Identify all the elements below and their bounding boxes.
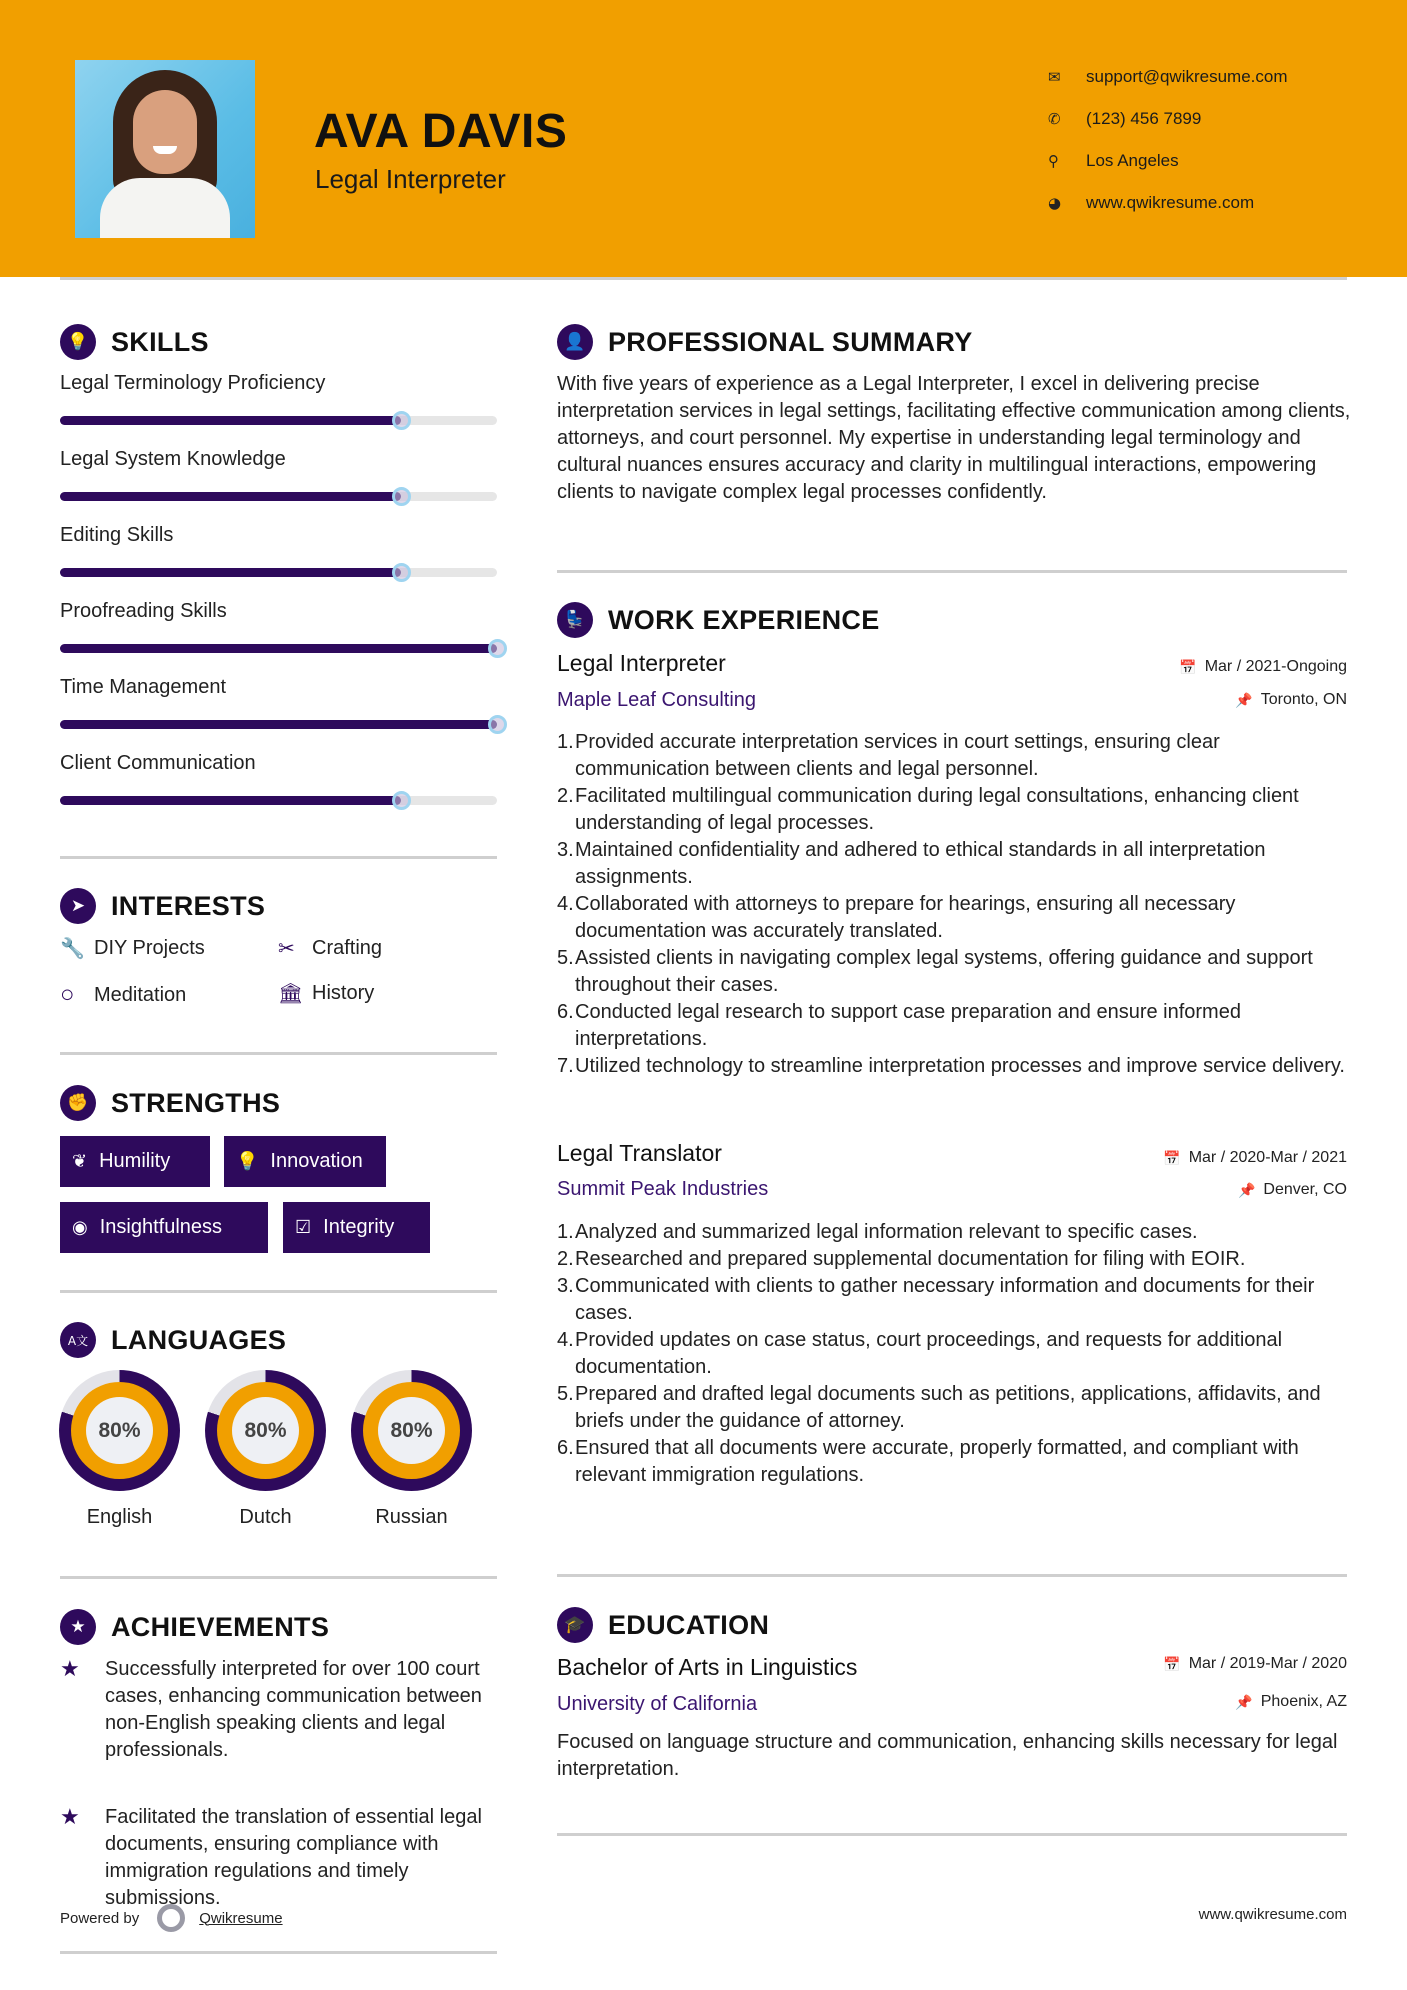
summary-title: PROFESSIONAL SUMMARY: [608, 326, 973, 357]
summary-text: With five years of experience as a Legal Interpreter, I excel in delivering precise interpretation services in legal settings, facilitating effective communication among clients, attorneys, and court personnel. My expertise in understanding legal terminology and cultural nuances ensures accuracy and clarity in multilingual interactions, empowering clients to navigate complex legal processes confidently.: [557, 373, 1351, 503]
interests-heading: [60, 888, 265, 924]
job-bullet: 6. Ensured that all documents were accurate, properly formatted, and compliant with relevant immigration regulations.: [557, 1437, 1299, 1486]
contact-list: [1048, 56, 1288, 224]
calendar-icon: 📅: [1163, 1655, 1181, 1672]
section-divider: [60, 1290, 497, 1293]
interest-item: 🔧 DIY Projects: [60, 937, 205, 960]
strengths-heading: [60, 1085, 280, 1121]
job-bullet: 5. Assisted clients in navigating complex legal systems, offering guidance and support throughout their cases.: [557, 947, 1313, 996]
languages-title: LANGUAGES: [111, 1324, 287, 1355]
achievements-title: ACHIEVEMENTS: [111, 1611, 330, 1642]
job-title: Legal Translator: [557, 1140, 722, 1166]
contact-email[interactable]: [1048, 56, 1288, 98]
skill-label: Legal Terminology Proficiency: [60, 372, 326, 394]
checkbox-icon: ☑: [295, 1217, 312, 1237]
calendar-icon: 📅: [1163, 1149, 1181, 1166]
user-icon: 👤: [557, 324, 593, 360]
achievement-item: ★ Successfully interpreted for over 100 court cases, enhancing communication between non-English speaking clients and legal professionals.: [60, 1656, 505, 1764]
skill-knob: [392, 487, 411, 506]
language-ring: 80%: [351, 1370, 472, 1491]
job-bullet: 2. Facilitated multilingual communication during legal consultations, enhancing client understanding of legal processes.: [557, 785, 1299, 834]
job-bullet: 1. Provided accurate interpretation services in court settings, ensuring clear communication between clients and legal personnel.: [557, 731, 1220, 780]
contact-email-text: support@qwikresume.com: [1086, 67, 1288, 86]
footer-website-link[interactable]: www.qwikresume.com: [1198, 1906, 1347, 1923]
strength-chip: 💡 Innovation: [224, 1136, 386, 1187]
skills-title: SKILLS: [111, 326, 209, 357]
achievement-item: ★ Facilitated the translation of essential legal documents, ensuring compliance with immigration regulations and timely submissions.: [60, 1804, 505, 1912]
leaf-icon: ❦: [72, 1151, 88, 1171]
degree-title: Bachelor of Arts in Linguistics: [557, 1654, 858, 1680]
section-divider: [60, 1576, 497, 1579]
qwikresume-logo-icon: [157, 1904, 185, 1932]
skill-bar: [60, 492, 497, 501]
scissors-icon: ✂: [278, 938, 295, 960]
contact-website-text: www.qwikresume.com: [1086, 193, 1255, 212]
job-bullet: 1. Analyzed and summarized legal information relevant to specific cases.: [557, 1221, 1198, 1243]
skill-bar: [60, 796, 497, 805]
pushpin-icon: 📌: [1235, 691, 1253, 708]
language-ring: 80%: [205, 1370, 326, 1491]
contact-phone-text: (123) 456 7899: [1086, 109, 1202, 128]
job-dates: 📅 Mar / 2021-Ongoing: [1179, 658, 1347, 675]
shooting-star-icon: ★: [60, 1805, 80, 1830]
job-bullets: [557, 1219, 1352, 1489]
education-description: Focused on language structure and communication, enhancing skills necessary for legal interpretation.: [557, 1731, 1338, 1780]
language-ring: 80%: [59, 1370, 180, 1491]
section-divider: [557, 1574, 1347, 1577]
skill-label: Proofreading Skills: [60, 600, 227, 622]
skills-heading: [60, 324, 209, 360]
job-bullet: 3. Maintained confidentiality and adhered to ethical standards in all interpretation assignments.: [557, 839, 1266, 888]
interests-title: INTERESTS: [111, 890, 266, 921]
candidate-role: Legal Interpreter: [315, 164, 506, 194]
eye-icon: ◉: [72, 1217, 88, 1237]
strengths-title: STRENGTHS: [111, 1087, 281, 1118]
graduate-icon: 🎓: [557, 1607, 593, 1643]
skill-bar: [60, 644, 497, 653]
qwikresume-link[interactable]: Qwikresume: [199, 1909, 283, 1927]
skill-bar: [60, 720, 497, 729]
section-divider: [60, 856, 497, 859]
header-divider: [60, 277, 1347, 280]
translate-icon: A文: [60, 1322, 96, 1358]
job-company: Maple Leaf Consulting: [557, 689, 757, 711]
job-bullet: 2. Researched and prepared supplemental documentation for filing with EOIR.: [557, 1248, 1246, 1270]
calendar-icon: 📅: [1179, 658, 1197, 675]
education-location: 📌 Phoenix, AZ: [1235, 1693, 1347, 1710]
skill-knob: [392, 411, 411, 430]
interest-item: ✂ Crafting: [278, 937, 383, 960]
job-bullets: [557, 729, 1352, 1080]
job-bullet: 4. Collaborated with attorneys to prepare for hearings, ensuring all necessary documentation was accurately translated.: [557, 893, 1236, 942]
skill-label: Client Communication: [60, 752, 256, 774]
summary-heading: [557, 324, 973, 360]
contact-website[interactable]: [1048, 182, 1288, 224]
skill-bar: [60, 568, 497, 577]
language-label: Russian: [375, 1506, 448, 1528]
job-title: Legal Interpreter: [557, 650, 726, 676]
office-chair-icon: 💺: [557, 602, 593, 638]
experience-title: WORK EXPERIENCE: [608, 604, 880, 635]
contact-location: [1048, 140, 1288, 182]
section-divider: [60, 1052, 497, 1055]
powered-by: Powered by Qwikresume: [60, 1904, 283, 1932]
contact-phone[interactable]: [1048, 98, 1288, 140]
skill-label: Legal System Knowledge: [60, 448, 286, 470]
profile-photo: [75, 60, 255, 238]
star-badge-icon: ★: [60, 1609, 96, 1645]
language-label: English: [86, 1506, 153, 1528]
lightbulb-icon: 💡: [60, 324, 96, 360]
skill-label: Editing Skills: [60, 524, 174, 546]
section-divider: [557, 1833, 1347, 1836]
job-dates: 📅 Mar / 2020-Mar / 2021: [1163, 1149, 1347, 1166]
lightbulb-icon: 💡: [236, 1151, 259, 1171]
skill-knob: [392, 791, 411, 810]
school-name: University of California: [557, 1693, 758, 1715]
paper-plane-icon: ➤: [60, 888, 96, 924]
interest-item: ○ Meditation: [60, 981, 187, 1008]
skill-knob: [392, 563, 411, 582]
phone-icon: ✆: [1048, 110, 1061, 128]
circle-icon: ○: [60, 981, 75, 1008]
job-company: Summit Peak Industries: [557, 1178, 769, 1200]
pushpin-icon: 📌: [1235, 1693, 1253, 1710]
pushpin-icon: 📌: [1237, 1181, 1256, 1198]
job-bullet: 7. Utilized technology to streamline interpretation processes and improve service delivery.: [557, 1055, 1345, 1077]
map-pin-icon: ⚲: [1048, 152, 1059, 170]
education-title: EDUCATION: [608, 1609, 770, 1640]
job-bullet: 5. Prepared and drafted legal documents such as petitions, applications, affidavits, and briefs under the guidance of attorney.: [557, 1383, 1321, 1432]
fist-icon: ✊: [60, 1085, 96, 1121]
strength-chip: ❦ Humility: [60, 1136, 210, 1187]
museum-icon: 🏛: [278, 983, 304, 1005]
skill-bar: [60, 416, 497, 425]
skill-label: Time Management: [60, 676, 226, 698]
candidate-name: AVA DAVIS: [314, 105, 568, 158]
job-location: 📌 Denver, CO: [1237, 1181, 1347, 1198]
interest-item: 🏛 History: [278, 982, 375, 1005]
envelope-icon: ✉: [1048, 68, 1061, 86]
languages-heading: [60, 1322, 286, 1358]
education-dates: 📅 Mar / 2019-Mar / 2020: [1163, 1655, 1347, 1672]
job-bullet: 4. Provided updates on case status, court proceedings, and requests for additional documentation.: [557, 1329, 1283, 1378]
section-divider: [557, 570, 1347, 573]
section-divider: [60, 1951, 497, 1954]
contact-location-text: Los Angeles: [1086, 151, 1179, 170]
wrench-icon: 🔧: [60, 938, 85, 960]
strength-chip: ◉ Insightfulness: [60, 1202, 268, 1253]
job-bullet: 6. Conducted legal research to support case preparation and ensure informed interpretations.: [557, 1001, 1241, 1050]
skill-knob: [488, 715, 507, 734]
achievements-heading: [60, 1609, 329, 1645]
language-label: Dutch: [239, 1506, 292, 1528]
education-heading: [557, 1607, 769, 1643]
experience-heading: [557, 602, 880, 638]
skill-knob: [488, 639, 507, 658]
strength-chip: ☑ Integrity: [283, 1202, 430, 1253]
job-bullet: 3. Communicated with clients to gather necessary information and documents for their cases.: [557, 1275, 1315, 1324]
shooting-star-icon: ★: [60, 1657, 80, 1682]
job-location: 📌 Toronto, ON: [1235, 691, 1347, 708]
globe-icon: ◕: [1048, 194, 1062, 212]
